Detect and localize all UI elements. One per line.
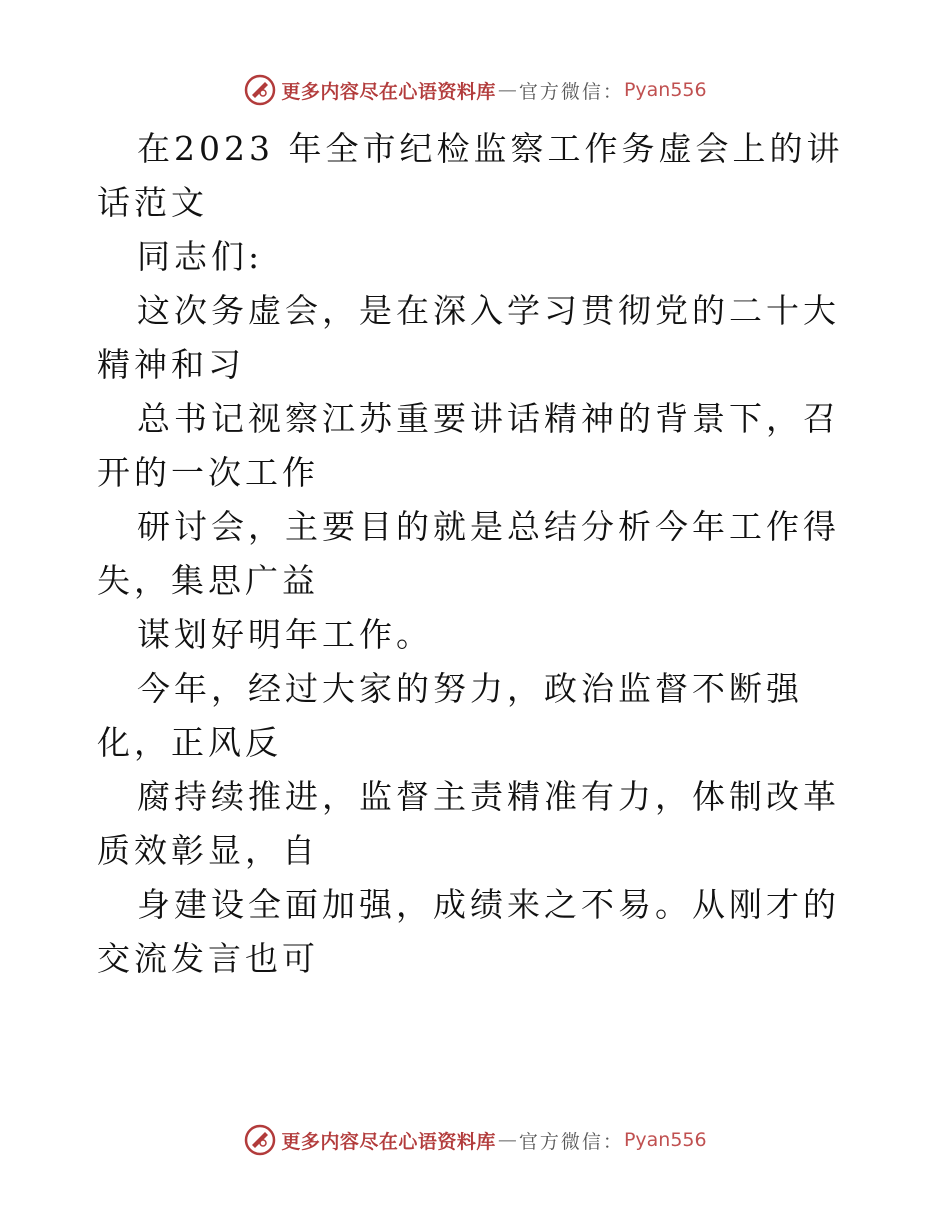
footer-wechat-id: Pyan556 — [623, 1129, 707, 1151]
salutation: 同志们: — [137, 237, 264, 276]
footer-dash: — — [497, 1129, 517, 1151]
paragraph: 研讨会，主要目的就是总结分析今年工作得失，集思广益 — [97, 507, 840, 600]
footer-site-text: 更多内容尽在心语资料库 — [281, 1130, 496, 1153]
header-site-text: 更多内容尽在心语资料库 — [281, 80, 496, 103]
header-official-label: 官方微信： — [518, 80, 624, 103]
paragraph: 谋划好明年工作。 — [137, 615, 433, 654]
logo-icon — [243, 1123, 277, 1157]
header-wechat-id: Pyan556 — [623, 79, 707, 101]
header-dash: — — [497, 79, 517, 101]
header-banner — [0, 70, 950, 110]
paragraph: 今年，经过大家的努力，政治监督不断强化，正风反 — [97, 669, 803, 762]
paragraph: 总书记视察江苏重要讲话精神的背景下，召开的一次工作 — [97, 399, 840, 492]
paragraph: 这次务虚会，是在深入学习贯彻党的二十大精神和习 — [97, 291, 840, 384]
footer-official-label: 官方微信： — [518, 1130, 624, 1153]
document-body — [97, 122, 857, 986]
footer-banner — [0, 1120, 950, 1160]
paragraph: 腐持续推进，监督主责精准有力，体制改革质效彰显，自 — [97, 777, 840, 870]
document-title: 在2023 年全市纪检监察工作务虚会上的讲话范文 — [97, 129, 844, 222]
logo-icon — [243, 73, 277, 107]
paragraph: 身建设全面加强，成绩来之不易。从刚才的交流发言也可 — [97, 885, 840, 978]
